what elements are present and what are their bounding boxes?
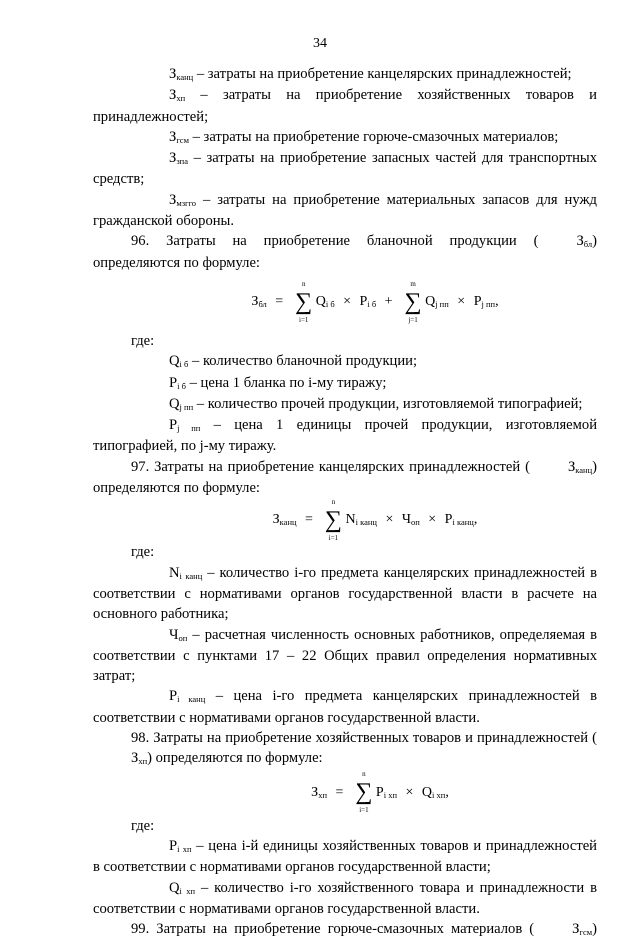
subscript: i хп: [432, 789, 446, 800]
section-text: 97. Затраты на приобретение канцелярских принадлежностей (: [131, 458, 530, 475]
sum-sign: ∑ n i=1: [322, 508, 344, 532]
subscript: i б: [179, 359, 189, 370]
subscript: бл: [583, 239, 593, 250]
term: Ч: [401, 512, 411, 528]
symbol: Q: [169, 395, 180, 412]
formula-98: [163, 770, 597, 816]
symbol: З: [169, 128, 177, 145]
formula-lhs: З: [251, 293, 259, 309]
term: Q: [425, 293, 436, 309]
symbol: P: [169, 374, 178, 391]
subscript: i б: [367, 298, 377, 309]
definition-pib: [93, 373, 597, 394]
subscript: i б: [325, 298, 335, 309]
sum-lower-limit: i=1: [328, 534, 339, 543]
definition-text: – затраты на приобретение горюче-смазочных материалов;: [192, 128, 559, 145]
plus-sign: +: [384, 293, 393, 309]
term: P: [375, 784, 384, 800]
section-text: 96. Затраты на приобретение бланочной продукции (: [131, 233, 539, 250]
subscript: j пп: [179, 401, 194, 412]
definition-zgsm: [93, 127, 597, 148]
definition-text: – затраты на приобретение хозяйственных товаров и принадлежностей;: [93, 87, 597, 125]
definition-pihp: [93, 836, 597, 878]
symbol: З: [131, 750, 139, 767]
definition-text: – цена i-й единицы хозяйственных товаров и принадлежностей в соответствии с нормативами органов государственной власти;: [93, 837, 597, 876]
times-sign: ×: [343, 293, 352, 309]
symbol: Q: [169, 353, 180, 370]
definition-text: – затраты на приобретение канцелярских принадлежностей;: [196, 66, 572, 82]
definition-zhp: [93, 85, 597, 127]
sum-upper-limit: n: [301, 279, 306, 288]
subscript: гсм: [176, 134, 189, 145]
page-number: 34: [313, 36, 327, 51]
definition-zkanc: [93, 64, 597, 85]
formula-end: ,: [445, 784, 449, 800]
definition-chop: [93, 625, 597, 687]
formula-end: ,: [473, 512, 478, 528]
subscript: хп: [138, 756, 148, 767]
term: P: [473, 293, 482, 309]
term: Q: [315, 293, 326, 309]
subscript: мзгго: [176, 197, 197, 208]
definition-text: – цена 1 единицы прочей продукции, изготовляемой типографией, по j-му тиражу.: [93, 417, 597, 455]
formula-end: ,: [495, 293, 499, 309]
section-text: 98. Затраты на приобретение хозяйственных товаров и принадлежностей (: [131, 730, 597, 747]
sum-lower-limit: i=1: [359, 806, 369, 815]
definition-text: – расчетная численность основных работников, определяемая в соответствии с пунктами 17 – 22 Общих правил определения нормативных затрат;: [93, 626, 597, 685]
subscript: гсм: [579, 927, 593, 938]
where-label: где:: [131, 817, 155, 834]
times-sign: ×: [428, 512, 437, 528]
section-98: [93, 728, 597, 770]
definition-zmzgo: [93, 190, 597, 232]
symbol: З: [567, 458, 576, 475]
subscript: i б: [177, 380, 186, 391]
definition-qihp: [93, 878, 597, 920]
subscript: канц: [575, 464, 593, 475]
symbol: N: [169, 564, 180, 581]
equals-sign: =: [335, 784, 344, 800]
times-sign: ×: [457, 293, 466, 309]
symbol: P: [169, 688, 178, 705]
symbol: P: [169, 417, 178, 434]
sum-upper-limit: n: [362, 770, 366, 779]
sum-sign: ∑ n i=1: [353, 780, 375, 804]
subscript: j пп: [481, 298, 496, 309]
subscript: оп: [410, 517, 420, 528]
term: P: [444, 512, 453, 528]
sum-lower-limit: i=1: [299, 315, 309, 324]
subscript: i канц: [452, 517, 474, 528]
definition-text: – количество бланочной продукции;: [192, 353, 418, 370]
symbol: З: [169, 66, 177, 82]
definition-text: – количество прочей продукции, изготовляемой типографией;: [196, 395, 583, 412]
formula-96: [153, 273, 597, 331]
where-label: где:: [131, 332, 155, 349]
subscript: i канц: [355, 517, 377, 528]
where-label: где:: [131, 544, 155, 561]
definition-text: – затраты на приобретение материальных запасов для нужд гражданской обороны.: [93, 191, 597, 230]
section-text: ) определяются по формуле:: [147, 750, 323, 767]
section-text: ) определяются по формуле:: [93, 458, 597, 497]
document-body: [93, 64, 597, 940]
definition-pikanc: [93, 686, 597, 728]
symbol: З: [169, 150, 177, 167]
subscript: j пп: [177, 423, 201, 434]
definition-text: – цена 1 бланка по i-му тиражу;: [189, 374, 387, 391]
definition-qjpp: [93, 394, 597, 415]
times-sign: ×: [405, 784, 414, 800]
symbol: З: [169, 87, 177, 104]
times-sign: ×: [385, 512, 394, 528]
section-96: [93, 231, 597, 273]
section-99: [93, 919, 597, 940]
sum-upper-limit: n: [331, 498, 336, 507]
subscript: j пп: [435, 298, 449, 309]
term: P: [359, 293, 368, 309]
sum-lower-limit: j=1: [408, 315, 418, 324]
formula-lhs: З: [311, 784, 319, 800]
definition-nikanc: [93, 563, 597, 625]
symbol: З: [572, 921, 580, 938]
definition-text: – цена i-го предмета канцелярских принадлежностей в соответствии с нормативами органов государственной власти.: [93, 688, 597, 726]
equals-sign: =: [275, 293, 284, 309]
section-97: [93, 457, 597, 499]
symbol: З: [169, 191, 177, 208]
definition-text: – количество i-го предмета канцелярских принадлежностей в соответствии с нормативами органов государственной власти в расчете на основного работника;: [93, 564, 598, 623]
subscript: хп: [176, 93, 186, 104]
subscript: оп: [178, 632, 188, 643]
subscript: канц: [279, 517, 297, 528]
subscript: зпа: [176, 156, 188, 167]
subscript: i хп: [177, 843, 192, 854]
symbol: P: [169, 837, 178, 854]
subscript: бл: [258, 298, 267, 309]
subscript: хп: [318, 789, 327, 800]
definition-text: – количество i-го хозяйственного товара и принадлежности в соответствии с нормативами органов государственной власти.: [93, 879, 597, 917]
equals-sign: =: [305, 512, 313, 528]
section-text: ): [592, 921, 597, 938]
symbol: З: [576, 233, 584, 250]
definition-qib: [93, 351, 597, 372]
definition-zzpa: [93, 148, 597, 190]
term: Q: [421, 784, 433, 800]
sum-upper-limit: m: [410, 279, 416, 288]
definition-pjpp: [93, 415, 597, 457]
term: N: [345, 512, 356, 528]
section-text: ) определяются по формуле:: [93, 233, 597, 271]
definition-text: – затраты на приобретение запасных частей для транспортных средств;: [93, 150, 597, 188]
sum-sign: ∑ n i=1: [293, 290, 315, 314]
symbol: Q: [169, 879, 180, 896]
formula-97: [153, 498, 597, 542]
subscript: i хп: [383, 789, 397, 800]
formula-lhs: З: [272, 512, 280, 528]
section-text: 99. Затраты на приобретение горюче-смазочных материалов (: [131, 921, 535, 938]
subscript: i канц: [177, 694, 206, 705]
symbol: Ч: [169, 626, 179, 643]
sum-sign: ∑ m j=1: [402, 290, 424, 314]
subscript: i хп: [179, 885, 196, 896]
subscript: i канц: [179, 570, 203, 581]
subscript: канц: [176, 72, 194, 82]
